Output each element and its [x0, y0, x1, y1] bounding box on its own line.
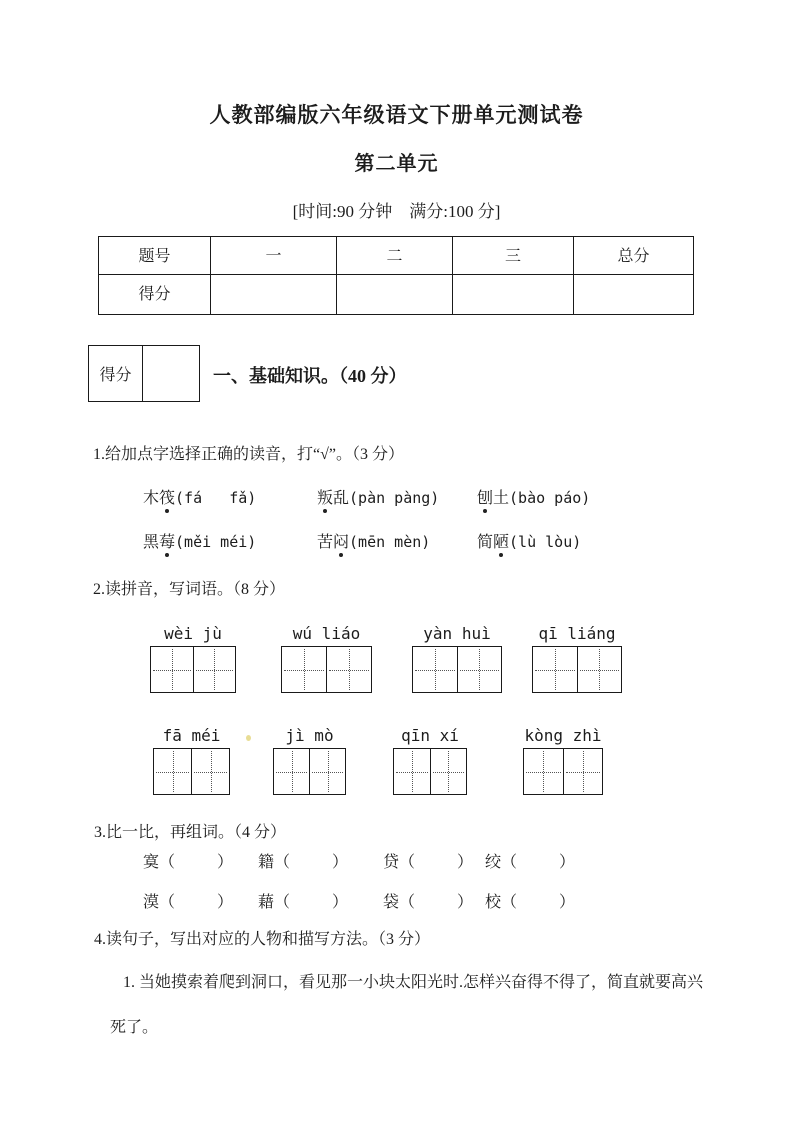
pinyin-label: qīn xí: [401, 726, 459, 745]
score-table-header-label: 题号: [99, 237, 211, 275]
pinyin-options: (měi méi): [175, 533, 257, 551]
question3-prompt: 3.比一比，再组词。（4 分）: [94, 824, 287, 841]
writing-box: [281, 646, 372, 693]
writing-cell: [394, 749, 430, 794]
writing-box: [523, 748, 603, 795]
writing-cell: [457, 647, 502, 692]
time-score-line: [时间:90 分钟 满分:100 分]: [292, 202, 501, 221]
q3-item: 藉（ ）: [258, 894, 349, 911]
pinyin-options: (fá fǎ): [175, 489, 257, 507]
scan-artifact-dot: [246, 735, 251, 741]
pinyin-label: kòng zhì: [524, 726, 602, 745]
q4-sentence-1: 1. 当她摸索着爬到洞口，看见那一小块太阳光时.怎样兴奋得不得了，简直就要高兴死了。: [110, 974, 704, 1036]
pinyin-label: jì mò: [285, 726, 334, 745]
q1-word-kumen: 苦闷(mēn mèn): [317, 529, 477, 552]
writing-box: [532, 646, 622, 693]
writing-cell: [533, 647, 577, 692]
score-cell-two: [337, 275, 453, 315]
q3-item: 校（ ）: [485, 894, 576, 911]
writing-cell: [413, 647, 457, 692]
writing-cell: [154, 749, 191, 794]
writing-cell: [282, 647, 326, 692]
q3-item: 漠（ ）: [143, 894, 234, 911]
dotted-char: 筏: [159, 485, 175, 508]
pinyin-options: (mēn mèn): [349, 533, 431, 551]
q2-item-qiliang: [532, 624, 622, 693]
q1-word-row-1: [143, 485, 743, 508]
pinyin-options: (lù lòu): [509, 533, 582, 551]
section-score-value: [143, 346, 199, 401]
document-title: 人教部编版六年级语文下册单元测试卷: [209, 103, 584, 127]
score-row-label: 得分: [99, 275, 211, 315]
writing-box: [150, 646, 236, 693]
q3-row-1: [143, 849, 703, 872]
q1-word-paotu: 刨土(bào páo): [477, 485, 743, 508]
q2-item-jimo: [273, 726, 346, 795]
dotted-char: 闷: [333, 529, 349, 552]
q2-item-wuliao: [281, 624, 372, 693]
q3-row-2: [143, 889, 703, 912]
question4-prompt: 4.读句子，写出对应的人物和描写方法。（3 分）: [94, 931, 431, 948]
q1-word-panluan: 叛乱(pàn pàng): [317, 485, 477, 508]
unit-subtitle: 第二单元: [354, 153, 439, 175]
q3-item: 贷（ ）: [383, 854, 474, 871]
q1-word-mufa: 木筏(fá fǎ): [143, 485, 317, 508]
writing-cell: [326, 647, 371, 692]
writing-cell: [191, 749, 229, 794]
pinyin-label: fā méi: [162, 726, 221, 745]
q2-item-famei: [153, 726, 230, 795]
q1-word-heimei: 黑莓(měi méi): [143, 529, 317, 552]
dotted-char: 莓: [159, 529, 175, 552]
score-summary-table: [98, 236, 694, 315]
q3-item: 袋（ ）: [383, 894, 474, 911]
q2-item-weiju: [150, 624, 236, 693]
pinyin-label: wèi jù: [164, 624, 222, 643]
writing-box: [273, 748, 346, 795]
writing-cell: [563, 749, 603, 794]
q2-item-kongzhi: [523, 726, 603, 795]
pinyin-options: (pàn pàng): [349, 489, 440, 507]
q1-word-jianlou: 简陋(lù lòu): [477, 529, 743, 552]
dotted-char: 刨: [477, 485, 493, 508]
score-cell-three: [453, 275, 574, 315]
q3-item: 绞（ ）: [485, 854, 576, 871]
score-table-header-three: 三: [453, 237, 574, 275]
writing-box: [393, 748, 467, 795]
writing-cell: [524, 749, 563, 794]
writing-cell: [309, 749, 345, 794]
score-table-header-total: 总分: [574, 237, 694, 275]
section-one-heading: 一、基础知识。（40 分）: [213, 366, 407, 386]
writing-cell: [430, 749, 467, 794]
q1-word-row-2: [143, 529, 743, 552]
q2-item-yanhui: [412, 624, 502, 693]
writing-box: [412, 646, 502, 693]
section-score-box: [88, 345, 200, 402]
writing-cell: [193, 647, 236, 692]
q3-item: 籍（ ）: [258, 854, 349, 871]
writing-box: [153, 748, 230, 795]
section-score-label: 得分: [89, 346, 143, 401]
pinyin-options: (bào páo): [509, 489, 591, 507]
pinyin-label: yàn huì: [423, 624, 491, 643]
score-table-header-one: 一: [211, 237, 337, 275]
pinyin-label: qī liáng: [538, 624, 616, 643]
question1-prompt: 1.给加点字选择正确的读音，打“√”。（3 分）: [93, 446, 404, 463]
pinyin-label: wú liáo: [292, 624, 361, 643]
score-table-header-two: 二: [337, 237, 453, 275]
q2-item-qinxi: [393, 726, 467, 795]
question2-prompt: 2.读拼音，写词语。（8 分）: [93, 581, 286, 598]
writing-cell: [151, 647, 193, 692]
dotted-char: 叛: [317, 485, 333, 508]
score-cell-one: [211, 275, 337, 315]
dotted-char: 陋: [493, 529, 509, 552]
score-cell-total: [574, 275, 694, 315]
writing-cell: [274, 749, 309, 794]
writing-cell: [577, 647, 622, 692]
q3-item: 寞（ ）: [143, 854, 234, 871]
